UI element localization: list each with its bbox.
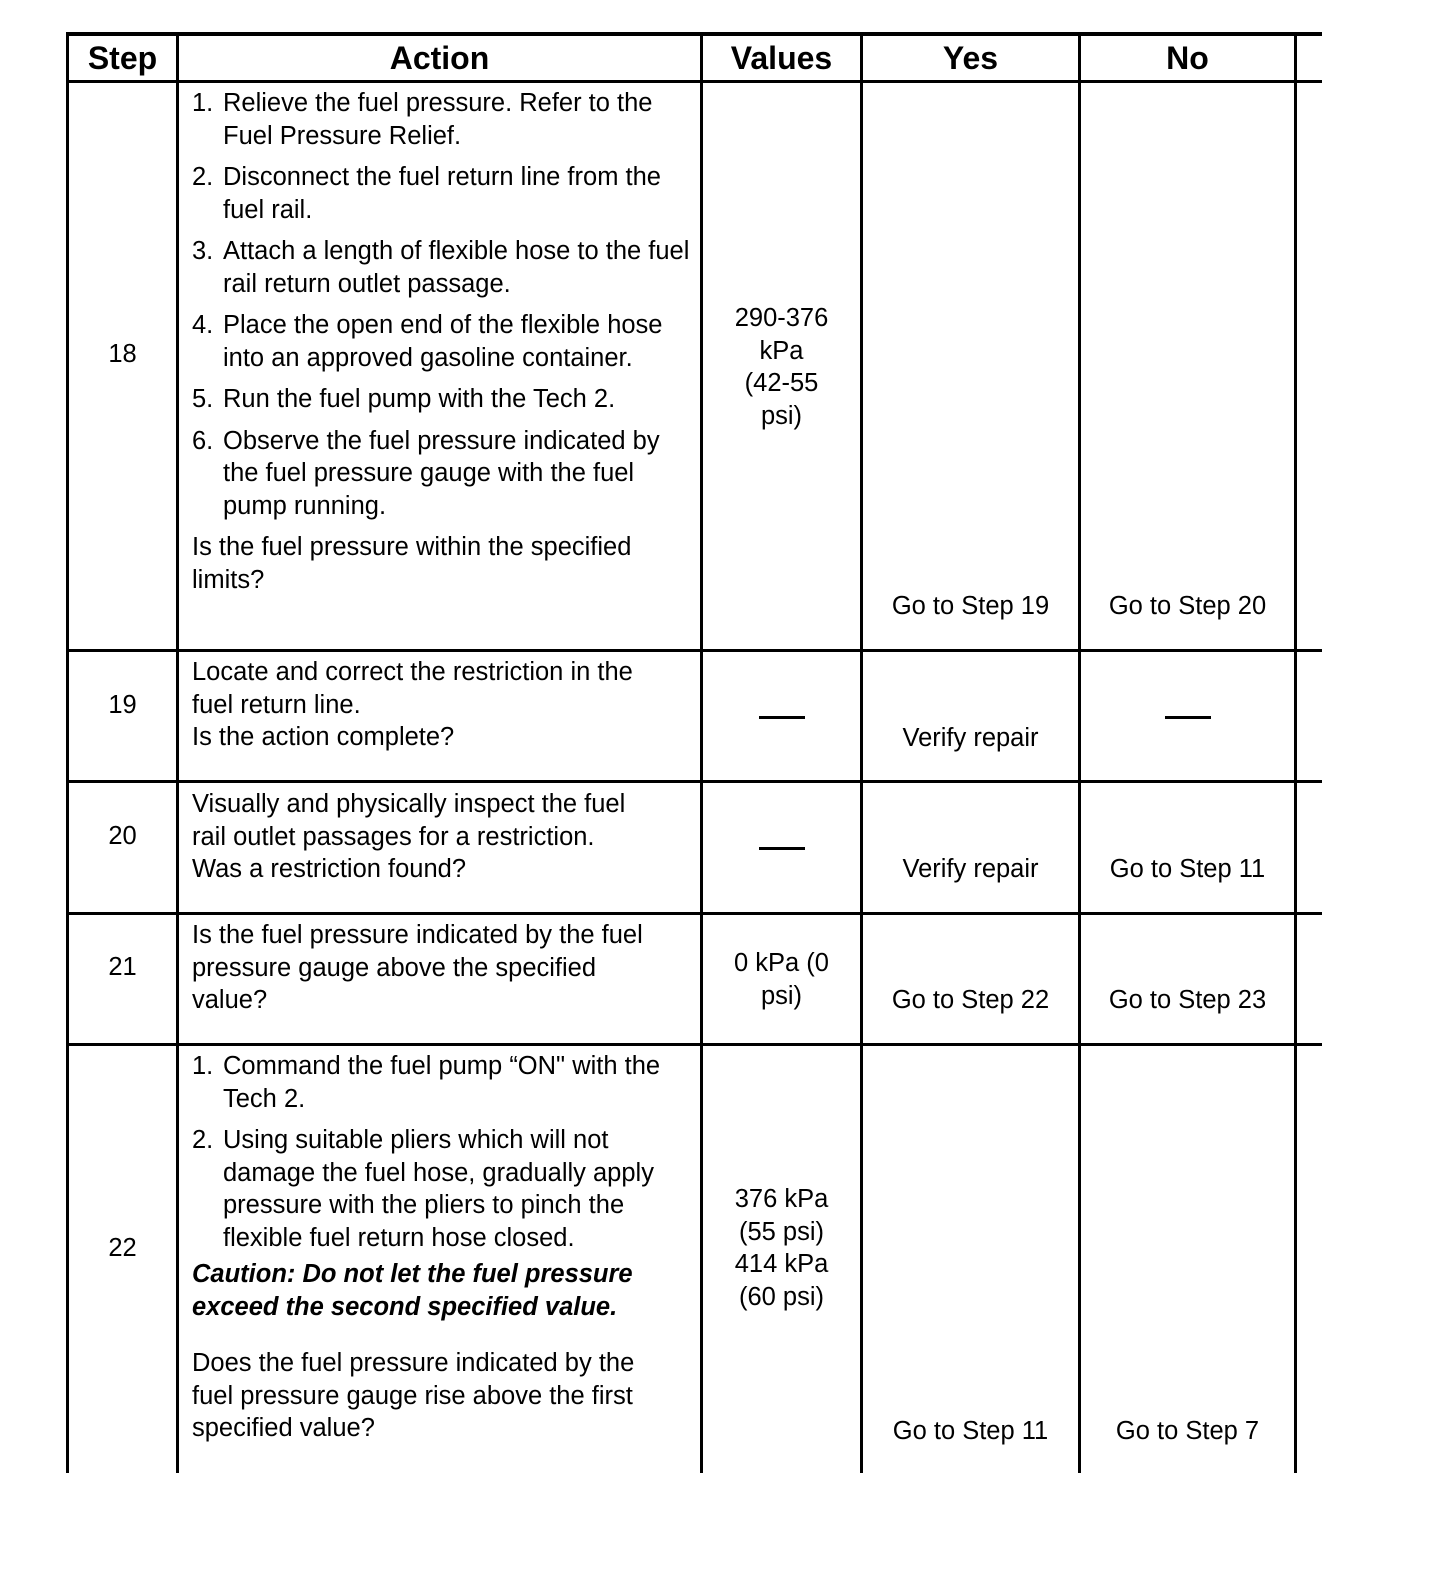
- item-text: Disconnect the fuel return line from the fuel rail.: [223, 163, 661, 224]
- item-text: Using suitable pliers which will not damage the fuel hose, gradually apply pressure with the pliers to pinch the flexible fuel return hose closed.: [223, 1126, 654, 1252]
- action-line: Is the fuel pressure indicated by the fuel: [192, 921, 643, 949]
- item-text: Observe the fuel pressure indicated by the fuel pressure gauge with the fuel pump running.: [223, 426, 660, 520]
- yes-result: Go to Step 22: [891, 986, 1050, 1014]
- header-action: Action: [389, 40, 490, 76]
- action-line: pressure gauge above the specified: [192, 953, 597, 982]
- caution-note: [192, 1258, 696, 1323]
- value-line: psi): [760, 401, 803, 430]
- action-line: Visually and physically inspect the fuel: [192, 790, 626, 818]
- column-divider: [1294, 32, 1297, 1473]
- header-yes: Yes: [942, 40, 999, 76]
- action-list-item: [192, 1124, 696, 1254]
- item-number: 3.: [192, 237, 214, 265]
- row-divider: [66, 649, 1322, 652]
- question-line: Does the fuel pressure indicated by the: [192, 1349, 635, 1377]
- action-cell: [192, 919, 696, 1017]
- item-text: Place the open end of the flexible hose into an approved gasoline container.: [223, 311, 663, 372]
- item-text: Run the fuel pump with the Tech 2.: [223, 385, 616, 413]
- action-cell: [192, 788, 696, 886]
- item-number: 1.: [192, 89, 214, 117]
- step-number: 22: [108, 1234, 137, 1262]
- value-line: (42-55: [744, 369, 819, 397]
- step-number: 18: [108, 340, 137, 368]
- row-divider: [66, 1043, 1322, 1046]
- yes-result: Go to Step 19: [891, 592, 1050, 620]
- item-text: Attach a length of flexible hose to the fuel rail return outlet passage.: [223, 237, 690, 298]
- step-number: 21: [108, 953, 137, 981]
- row-divider: [66, 912, 1322, 915]
- action-cell: [192, 656, 696, 754]
- action-line: fuel return line.: [192, 690, 361, 719]
- action-list-item: [192, 383, 696, 416]
- value-line: 414 kPa: [734, 1250, 829, 1278]
- value-line: kPa: [759, 336, 804, 365]
- item-number: 2.: [192, 163, 214, 191]
- value-line: (60 psi): [738, 1282, 825, 1311]
- values-cell: [703, 1183, 860, 1313]
- row-divider: [66, 780, 1322, 783]
- action-cell: [192, 1050, 696, 1445]
- action-line: Locate and correct the restriction in the: [192, 658, 633, 686]
- values-cell: [703, 847, 860, 850]
- action-line: Was a restriction found?: [192, 855, 467, 883]
- no-result: Go to Step 20: [1108, 592, 1267, 620]
- row-divider: [66, 80, 1322, 83]
- action-list-item: [192, 309, 696, 374]
- action-question: Is the fuel pressure within the specified limits?: [192, 533, 632, 594]
- action-list-item: [192, 235, 696, 300]
- no-result: [1081, 716, 1294, 719]
- table-top-border: [66, 32, 1322, 36]
- caution-line: exceed the second specified value.: [192, 1292, 618, 1321]
- column-divider: [1078, 32, 1081, 1473]
- item-number: 4.: [192, 311, 214, 339]
- item-text: Command the fuel pump “ON" with the Tech 2.: [223, 1052, 661, 1113]
- step-number: 19: [108, 691, 137, 719]
- column-divider: [176, 32, 179, 1473]
- value-line: psi): [760, 981, 803, 1010]
- action-line: rail outlet passages for a restriction.: [192, 822, 595, 851]
- no-result: Go to Step 11: [1109, 855, 1266, 883]
- caution-line: Caution: Do not let the fuel pressure: [192, 1260, 633, 1288]
- value-line: 0 kPa (0: [734, 949, 829, 977]
- item-number: 1.: [192, 1052, 214, 1080]
- header-values: Values: [730, 40, 833, 76]
- values-cell: [703, 716, 860, 719]
- question-line: specified value?: [192, 1414, 375, 1442]
- action-list-item: [192, 1050, 696, 1115]
- item-number: 5.: [192, 385, 214, 413]
- yes-result: Verify repair: [902, 855, 1039, 883]
- action-list-item: [192, 161, 696, 226]
- item-number: 2.: [192, 1126, 214, 1154]
- yes-result: Verify repair: [902, 724, 1039, 752]
- action-list-item: [192, 87, 696, 152]
- values-cell: [703, 947, 860, 1012]
- empty-value-dash: [759, 847, 805, 850]
- header-step: Step: [87, 40, 158, 76]
- value-line: 290-376: [734, 304, 829, 332]
- action-question: [192, 1347, 696, 1445]
- action-line: Is the action complete?: [192, 723, 455, 751]
- header-no: No: [1166, 40, 1209, 76]
- action-line: value?: [192, 986, 268, 1014]
- item-text: Relieve the fuel pressure. Refer to the Fuel Pressure Relief.: [223, 89, 653, 150]
- action-list-item: [192, 425, 696, 523]
- yes-result: Go to Step 11: [892, 1417, 1049, 1445]
- no-result: Go to Step 23: [1108, 986, 1267, 1014]
- step-number: 20: [108, 822, 137, 850]
- empty-value-dash: [759, 716, 805, 719]
- values-cell: [703, 302, 860, 432]
- empty-value-dash: [1165, 716, 1211, 719]
- action-cell: [192, 87, 696, 596]
- value-line: (55 psi): [738, 1217, 825, 1246]
- value-line: 376 kPa: [734, 1185, 829, 1213]
- question-line: fuel pressure gauge rise above the first: [192, 1381, 633, 1410]
- item-number: 6.: [192, 426, 214, 455]
- no-result: Go to Step 7: [1115, 1417, 1260, 1445]
